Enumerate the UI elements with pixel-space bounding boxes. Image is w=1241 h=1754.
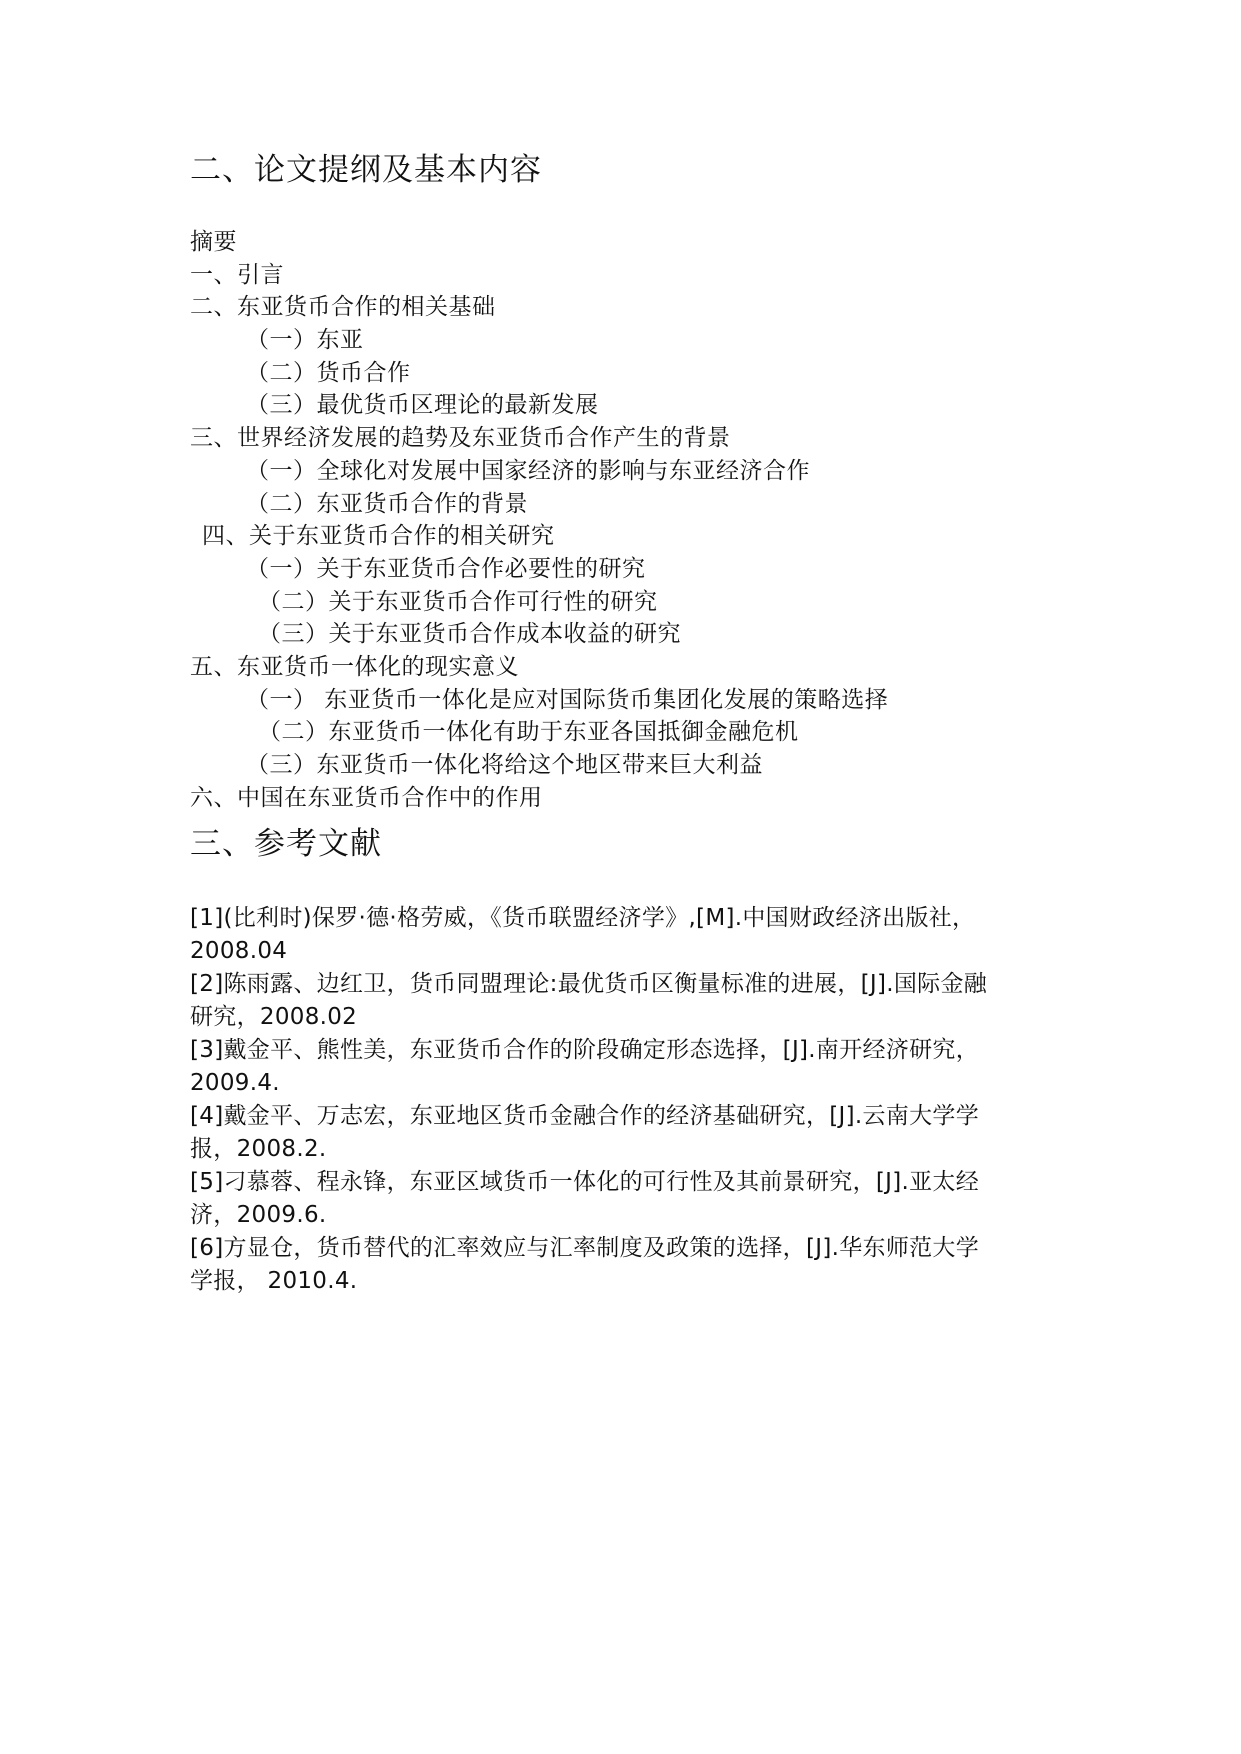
- outline-item: 四、关于东亚货币合作的相关研究: [202, 523, 555, 550]
- reference-line: [6]方显仓，货币替代的汇率效应与汇率制度及政策的选择，[J].华东师范大学: [190, 1235, 980, 1261]
- reference-line: [5]刁慕蓉、程永锋，东亚区域货币一体化的可行性及其前景研究，[J].亚太经: [190, 1169, 980, 1195]
- reference-line: [3]戴金平、熊性美，东亚货币合作的阶段确定形态选择，[J].南开经济研究，: [190, 1037, 980, 1063]
- outline-item: 六、中国在东亚货币合作中的作用: [190, 784, 543, 811]
- references-heading: 三、参考文献: [190, 826, 382, 862]
- reference-line: [1](比利时)保罗·德·格劳威，《货币联盟经济学》,[M].中国财政经济出版社，: [190, 905, 976, 931]
- reference-line: 济，2009.6.: [190, 1202, 327, 1228]
- outline-item: （三）最优货币区理论的最新发展: [246, 392, 599, 419]
- reference-line: 2009.4.: [190, 1070, 280, 1096]
- outline-item: （二）东亚货币合作的背景: [246, 490, 528, 517]
- outline-item: 摘要: [190, 229, 237, 255]
- outline-item: 一、引言: [190, 261, 284, 288]
- outline-heading: 二、论文提纲及基本内容: [190, 152, 542, 188]
- outline-item: （二）关于东亚货币合作可行性的研究: [258, 588, 658, 615]
- outline-item: （二）货币合作: [246, 359, 411, 386]
- outline-item: 五、东亚货币一体化的现实意义: [190, 653, 519, 680]
- reference-line: 学报， 2010.4.: [190, 1268, 358, 1294]
- references-list: [190, 902, 1060, 1298]
- outline-item: （二）东亚货币一体化有助于东亚各国抵御金融危机: [258, 719, 799, 746]
- outline-item: 三、世界经济发展的趋势及东亚货币合作产生的背景: [190, 425, 731, 452]
- outline-item: （一）全球化对发展中国家经济的影响与东亚经济合作: [246, 457, 810, 484]
- reference-line: 研究，2008.02: [190, 1004, 358, 1030]
- reference-line: 报，2008.2.: [190, 1136, 327, 1162]
- outline-item: （三）关于东亚货币合作成本收益的研究: [258, 621, 681, 648]
- outline-item: （一）东亚: [246, 327, 364, 354]
- outline-list: [190, 226, 888, 814]
- outline-item: 二、东亚货币合作的相关基础: [190, 294, 496, 321]
- outline-item: （一）关于东亚货币合作必要性的研究: [246, 555, 646, 582]
- reference-line: [2]陈雨露、边红卫，货币同盟理论:最优货币区衡量标准的进展，[J].国际金融: [190, 971, 988, 997]
- reference-line: 2008.04: [190, 938, 288, 964]
- outline-item: （一） 东亚货币一体化是应对国际货币集团化发展的策略选择: [246, 686, 889, 713]
- outline-item: （三）东亚货币一体化将给这个地区带来巨大利益: [246, 752, 763, 778]
- reference-line: [4]戴金平、万志宏，东亚地区货币金融合作的经济基础研究，[J].云南大学学: [190, 1103, 980, 1129]
